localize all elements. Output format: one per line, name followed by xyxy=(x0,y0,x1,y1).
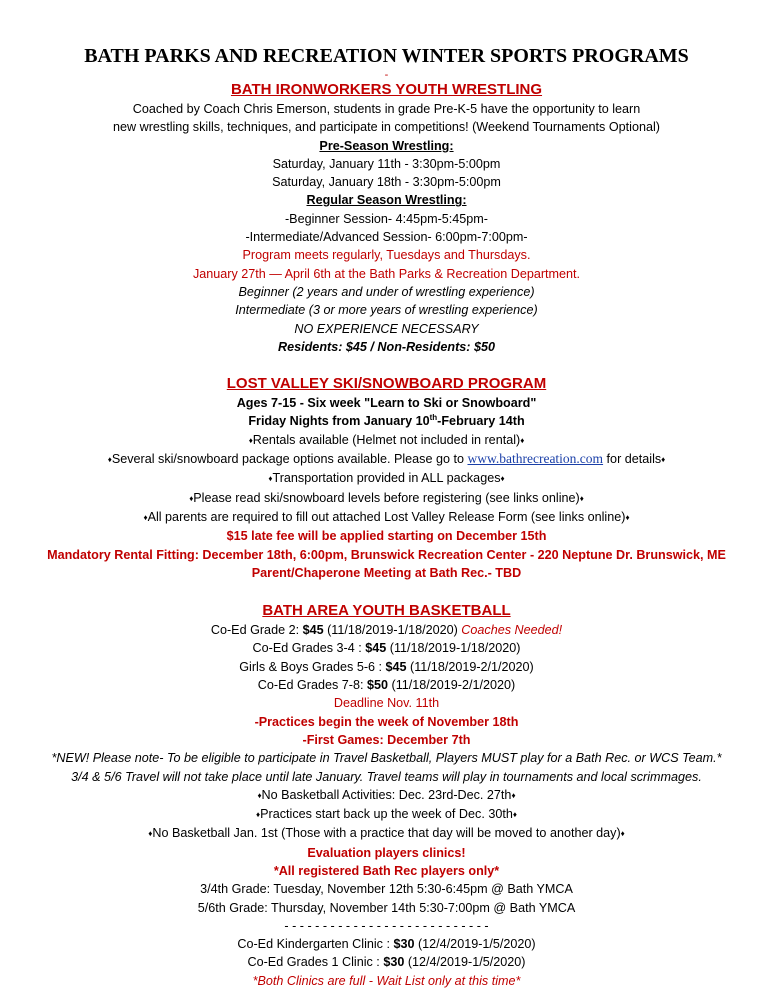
ski-release: ♦All parents are required to fill out attached Lost Valley Release Form (see links online)♦ xyxy=(143,509,630,524)
travel-note-2: 3/4 & 5/6 Travel will not take place until late January. Travel teams will play in tournaments and local scrimmages. xyxy=(71,769,702,784)
bathrecreation-link[interactable]: www.bathrecreation.com xyxy=(467,451,604,467)
grade56-row: Girls & Boys Grades 5-6 : $45 (11/18/2019-2/1/2020) xyxy=(239,659,534,674)
grade78-row: Co-Ed Grades 7-8: $50 (11/18/2019-2/1/2020) xyxy=(257,678,516,693)
basketball-section xyxy=(0,601,773,990)
wrestling-section xyxy=(0,80,773,356)
diamond-bullet-icon: ♦ xyxy=(256,810,261,820)
diamond-bullet-icon: ♦ xyxy=(148,829,153,839)
practices-back: ♦Practices start back up the week of Dec. 30th♦ xyxy=(256,807,517,822)
grade2-row: Co-Ed Grade 2: $45 (11/18/2019-1/18/2020) Coaches Needed! xyxy=(210,623,563,638)
diamond-bullet-icon: ♦ xyxy=(512,810,517,820)
preseason-heading: Pre-Season Wrestling: xyxy=(319,138,454,153)
ski-late-fee: $15 late fee will be applied starting on December 15th xyxy=(226,529,547,544)
no-jan1: ♦No Basketball Jan. 1st (Those with a practice that day will be moved to another day)♦ xyxy=(148,826,625,841)
ski-levels: ♦Please read ski/snowboard levels before registering (see links online)♦ xyxy=(189,490,584,505)
diamond-bullet-icon: ♦ xyxy=(579,493,584,503)
meets-schedule: Program meets regularly, Tuesdays and Thursdays. xyxy=(242,248,531,263)
clinic-56: 5/6th Grade: Thursday, November 14th 5:30-7:00pm @ Bath YMCA xyxy=(197,900,576,915)
diamond-bullet-icon: ♦ xyxy=(248,435,253,445)
diamond-bullet-icon: ♦ xyxy=(143,512,148,522)
ski-rentals: ♦Rentals available (Helmet not included in rental)♦ xyxy=(248,432,525,447)
wrestling-intro-1: Coached by Coach Chris Emerson, students in grade Pre-K-5 have the opportunity to learn xyxy=(132,102,641,116)
basketball-heading: BATH AREA YOUTH BASKETBALL xyxy=(262,602,511,620)
grade34-row: Co-Ed Grades 3-4 : $45 (11/18/2019-1/18/2020) xyxy=(252,641,521,656)
practices-begin: -Practices begin the week of November 18th xyxy=(254,714,519,729)
clinics-full-note: *Both Clinics are full - Wait List only at this time* xyxy=(252,973,521,988)
ski-rental-fitting: Mandatory Rental Fitting: December 18th, 6:00pm, Brunswick Recreation Center - 220 Neptune Dr. Brunswick, ME xyxy=(47,547,726,562)
ski-heading: LOST VALLEY SKI/SNOWBOARD PROGRAM xyxy=(226,375,547,393)
preseason-date-2: Saturday, January 18th - 3:30pm-5:00pm xyxy=(272,175,501,190)
ski-ages: Ages 7-15 - Six week "Learn to Ski or Snowboard" xyxy=(236,396,537,411)
beginner-level: Beginner (2 years and under of wrestling experience) xyxy=(238,284,535,299)
travel-note-1: *NEW! Please note- To be eligible to participate in Travel Basketball, Players MUST play for a Bath Rec. or WCS Team.* xyxy=(51,751,722,766)
kinder-clinic: Co-Ed Kindergarten Clinic : $30 (12/4/2019-1/5/2020) xyxy=(237,937,536,952)
intermediate-level: Intermediate (3 or more years of wrestling experience) xyxy=(235,303,538,318)
grade1-clinic: Co-Ed Grades 1 Clinic : $30 (12/4/2019-1/5/2020) xyxy=(247,955,526,970)
ski-parent-meeting: Parent/Chaperone Meeting at Bath Rec.- TBD xyxy=(251,565,522,580)
no-activities: ♦No Basketball Activities: Dec. 23rd-Dec. 27th♦ xyxy=(257,787,516,802)
preseason-date-1: Saturday, January 11th - 3:30pm-5:00pm xyxy=(272,156,501,171)
ski-nights: Friday Nights from January 10th-February 14th xyxy=(248,413,525,429)
ski-section xyxy=(0,374,773,582)
diamond-bullet-icon: ♦ xyxy=(257,790,262,800)
season-dates: January 27th — April 6th at the Bath Parks & Recreation Department. xyxy=(192,266,581,281)
diamond-bullet-icon: ♦ xyxy=(107,455,112,465)
page-title: BATH PARKS AND RECREATION WINTER SPORTS PROGRAMS xyxy=(84,45,689,67)
diamond-bullet-icon: ♦ xyxy=(500,474,505,484)
clinics-eligibility: *All registered Bath Rec players only* xyxy=(273,863,500,878)
clinics-heading: Evaluation players clinics! xyxy=(307,845,466,860)
no-experience-note: NO EXPERIENCE NECESSARY xyxy=(294,321,479,336)
wrestling-intro-2: new wrestling skills, techniques, and participate in competitions! (Weekend Tournaments Optional) xyxy=(113,120,660,135)
clinic-34: 3/4th Grade: Tuesday, November 12th 5:30-6:45pm @ Bath YMCA xyxy=(200,882,573,897)
wrestling-heading: BATH IRONWORKERS YOUTH WRESTLING xyxy=(230,81,543,98)
divider: - - - - - - - - - - - - - - - - - - - - - - - - - - - xyxy=(284,918,489,933)
ski-packages: ♦Several ski/snowboard package options available. Please go to www.bathrecreation.com for details♦ xyxy=(107,451,666,467)
title-dash: - xyxy=(384,69,389,81)
diamond-bullet-icon: ♦ xyxy=(189,493,194,503)
diamond-bullet-icon: ♦ xyxy=(661,455,666,465)
basketball-deadline: Deadline Nov. 11th xyxy=(333,696,440,711)
beginner-session: -Beginner Session- 4:45pm-5:45pm- xyxy=(284,211,488,226)
advanced-session: -Intermediate/Advanced Session- 6:00pm-7:00pm- xyxy=(245,230,528,245)
diamond-bullet-icon: ♦ xyxy=(511,790,516,800)
diamond-bullet-icon: ♦ xyxy=(620,829,625,839)
first-games: -First Games: December 7th xyxy=(302,732,471,747)
diamond-bullet-icon: ♦ xyxy=(268,474,273,484)
regular-season-heading: Regular Season Wrestling: xyxy=(306,193,467,208)
diamond-bullet-icon: ♦ xyxy=(520,435,525,445)
wrestling-price: Residents: $45 / Non-Residents: $50 xyxy=(278,339,495,354)
coaches-needed: Coaches Needed! xyxy=(461,623,563,638)
diamond-bullet-icon: ♦ xyxy=(625,512,630,522)
ski-transport: ♦Transportation provided in ALL packages♦ xyxy=(268,471,505,486)
